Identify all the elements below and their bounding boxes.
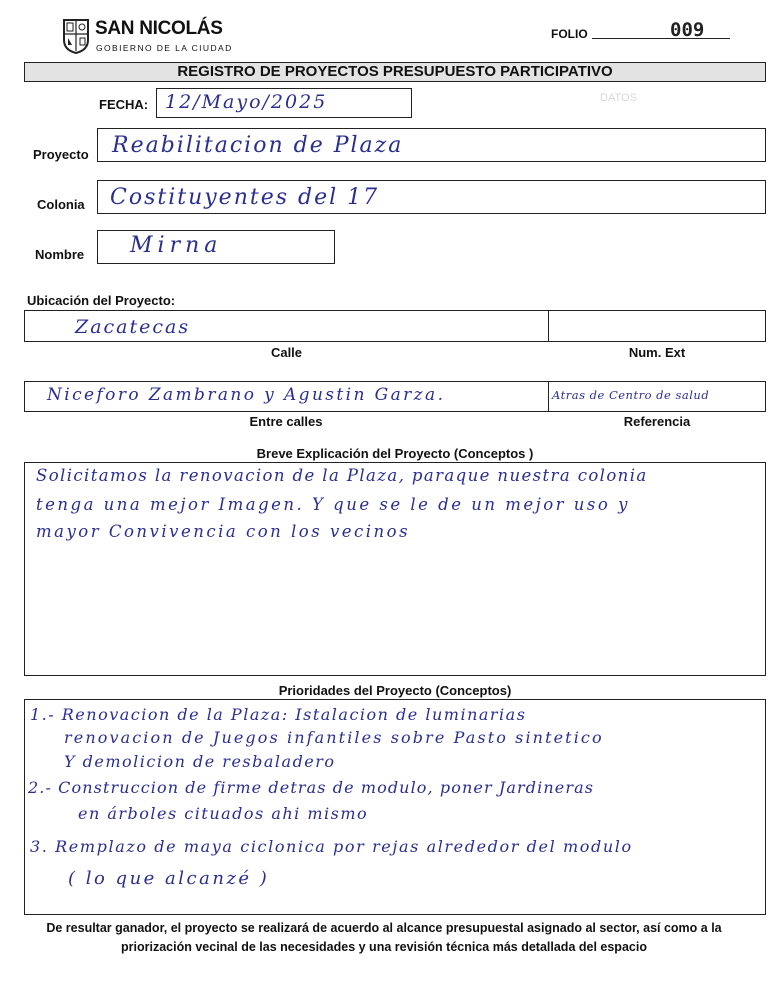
footer-line: priorización vecinal de las necesidades y una revisión técnica más detallada del espacio bbox=[121, 940, 647, 954]
prioridades-line: renovacion de Juegos infantiles sobre Pasto sintetico bbox=[64, 728, 604, 747]
fecha-value: 12/Mayo/2025 bbox=[165, 91, 328, 113]
city-seal-icon bbox=[62, 18, 90, 54]
referencia-label: Referencia bbox=[623, 414, 691, 429]
explicacion-line: Solicitamos la renovacion de la Plaza, paraque nuestra colonia bbox=[36, 466, 648, 485]
logo-name: SAN NICOLÁS bbox=[95, 18, 223, 39]
footer-line: De resultar ganador, el proyecto se realizará de acuerdo al alcance presupuestal asignado al sector, así como a la bbox=[46, 921, 722, 935]
folio-line bbox=[592, 38, 730, 39]
explicacion-line: mayor Convivencia con los vecinos bbox=[36, 522, 411, 541]
prioridades-label: Prioridades del Proyecto (Conceptos) bbox=[278, 683, 512, 698]
ubicacion-label: Ubicación del Proyecto: bbox=[27, 293, 176, 308]
prioridades-line: 1.- Renovacion de la Plaza: Istalacion de luminarias bbox=[30, 705, 527, 724]
prioridades-line: ( lo que alcanzé ) bbox=[68, 868, 270, 889]
prioridades-line: Y demolicion de resbaladero bbox=[64, 752, 336, 771]
num-ext-label: Num. Ext bbox=[628, 345, 686, 360]
calle-label: Calle bbox=[270, 345, 303, 360]
entre-calles-label: Entre calles bbox=[249, 414, 323, 429]
entre-calles-value: Niceforo Zambrano y Agustin Garza. bbox=[47, 385, 446, 405]
show-through-text: DATOS bbox=[600, 92, 637, 104]
fecha-label: FECHA: bbox=[99, 97, 149, 112]
calle-value: Zacatecas bbox=[75, 316, 191, 338]
prioridades-line: 3. Remplazo de maya ciclonica por rejas alrededor del modulo bbox=[30, 837, 633, 856]
footer-disclaimer bbox=[20, 919, 748, 957]
page-title: REGISTRO DE PROYECTOS PRESUPUESTO PARTICIPATIVO bbox=[24, 62, 766, 82]
prioridades-line: 2.- Construccion de firme detras de modulo, poner Jardineras bbox=[28, 778, 595, 797]
proyecto-label: Proyecto bbox=[33, 147, 89, 162]
explicacion-label: Breve Explicación del Proyecto (Conceptos ) bbox=[256, 446, 534, 461]
colonia-label: Colonia bbox=[37, 197, 85, 212]
logo-subtitle: GOBIERNO DE LA CIUDAD bbox=[96, 43, 233, 53]
folio-label: FOLIO bbox=[551, 27, 588, 41]
num-ext-field[interactable] bbox=[548, 310, 766, 342]
proyecto-value: Reabilitacion de Plaza bbox=[112, 133, 404, 158]
prioridades-line: en árboles cituados ahi mismo bbox=[78, 804, 369, 823]
nombre-value: Mirna bbox=[130, 233, 223, 258]
logo bbox=[62, 18, 242, 58]
referencia-value: Atras de Centro de salud bbox=[552, 388, 710, 402]
colonia-value: Costituyentes del 17 bbox=[110, 185, 380, 210]
explicacion-line: tenga una mejor Imagen. Y que se le de un mejor uso y bbox=[36, 495, 630, 514]
nombre-label: Nombre bbox=[35, 247, 85, 262]
folio-value: 009 bbox=[670, 19, 705, 41]
